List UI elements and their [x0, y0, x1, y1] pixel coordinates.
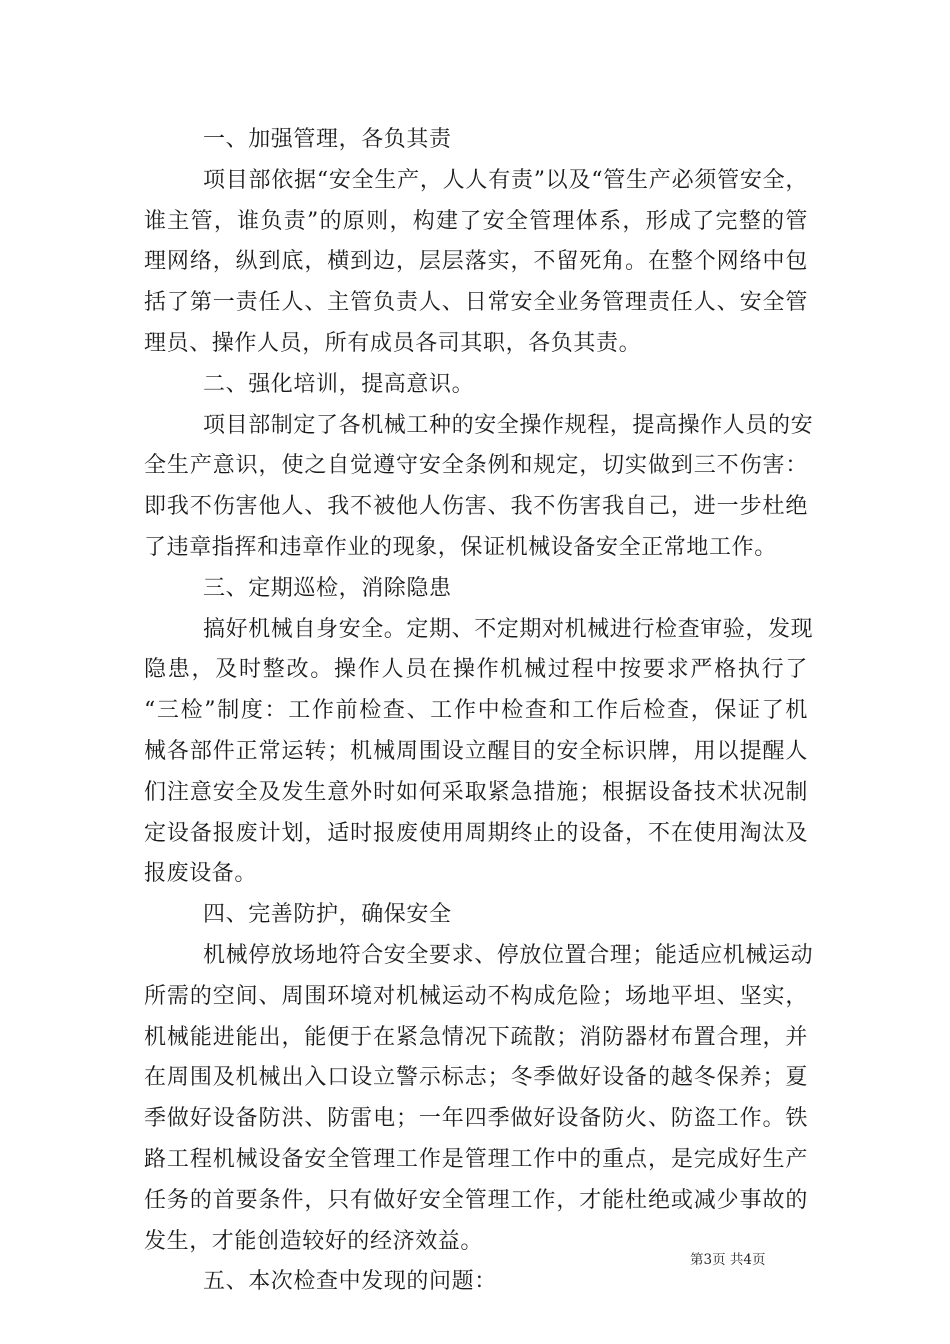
paragraph-line: 即我不伤害他人、我不被他人伤害、我不伤害我自己，进一步杜绝 [144, 494, 808, 520]
footer-suffix: 页 [751, 1252, 766, 1268]
paragraph-line: 机械能进能出，能便于在紧急情况下疏散；消防器材布置合理，并 [144, 1024, 808, 1050]
paragraph-line: 们注意安全及发生意外时如何采取紧急措施；根据设备技术状况制 [144, 779, 808, 805]
paragraph-line: 季做好设备防洪、防雷电；一年四季做好设备防火、防盗工作。铁 [144, 1106, 808, 1132]
paragraph-line: 机械停放场地符合安全要求、停放位置合理；能适应机械运动 [203, 942, 814, 968]
document-body [144, 120, 814, 1303]
paragraph-line: 报废设备。 [144, 861, 258, 887]
paragraph-line: 任务的首要条件，只有做好安全管理工作，才能杜绝或减少事故的 [144, 1187, 808, 1213]
paragraph-line: 括了第一责任人、主管负责人、日常安全业务管理责任人、安全管 [144, 290, 808, 316]
section-heading: 四、完善防护，确保安全 [203, 902, 452, 928]
section-heading: 三、定期巡检，消除隐患 [203, 575, 452, 601]
paragraph-line: 定设备报废计划，适时报废使用周期终止的设备，不在使用淘汰及 [144, 820, 808, 846]
paragraph-line: 在周围及机械出入口设立警示标志；冬季做好设备的越冬保养；夏 [144, 1065, 808, 1091]
paragraph-line: 了违章指挥和违章作业的现象，保证机械设备安全正常地工作。 [144, 534, 777, 560]
section-heading: 一、加强管理，各负其责 [203, 127, 452, 152]
paragraph-line: 械各部件正常运转；机械周围设立醒目的安全标识牌，用以提醒人 [144, 738, 808, 764]
paragraph-line: 谁主管，谁负责”的原则，构建了安全管理体系，形成了完整的管 [144, 208, 808, 234]
paragraph-line: 隐患，及时整改。操作人员在操作机械过程中按要求严格执行了 [144, 657, 808, 683]
footer-prefix: 第 [690, 1252, 704, 1268]
paragraph-line: 搞好机械自身安全。定期、不定期对机械进行检查审验，发现 [203, 616, 814, 642]
paragraph-line: 路工程机械设备安全管理工作是管理工作中的重点，是完成好生产 [144, 1146, 808, 1172]
paragraph-line: 项目部依据“安全生产，人人有责”以及“管生产必须管安全， [203, 167, 808, 193]
paragraph-line: 理网络，纵到底，横到边，层层落实，不留死角。在整个网络中包 [144, 249, 808, 275]
paragraph-line: 理员、操作人员，所有成员各司其职，各负其责。 [144, 330, 642, 356]
paragraph-line: 全生产意识，使之自觉遵守安全条例和规定，切实做到三不伤害： [144, 453, 808, 479]
paragraph-line: “三检”制度：工作前检查、工作中检查和工作后检查，保证了机 [144, 698, 808, 724]
paragraph-line: 项目部制定了各机械工种的安全操作规程，提高操作人员的安 [203, 412, 814, 438]
footer-middle: 页 共 [712, 1252, 744, 1268]
footer-current-page: 3 [703, 1252, 713, 1268]
page-number-footer [690, 1248, 765, 1268]
section-heading: 二、强化培训，提高意识。 [203, 371, 475, 397]
paragraph-line: 发生，才能创造较好的经济效益。 [144, 1228, 484, 1254]
footer-total-pages: 4 [743, 1252, 752, 1268]
paragraph-line: 所需的空间、周围环境对机械运动不构成危险；场地平坦、坚实， [144, 983, 808, 1009]
section-heading: 五、本次检查中发现的问题： [203, 1269, 497, 1295]
